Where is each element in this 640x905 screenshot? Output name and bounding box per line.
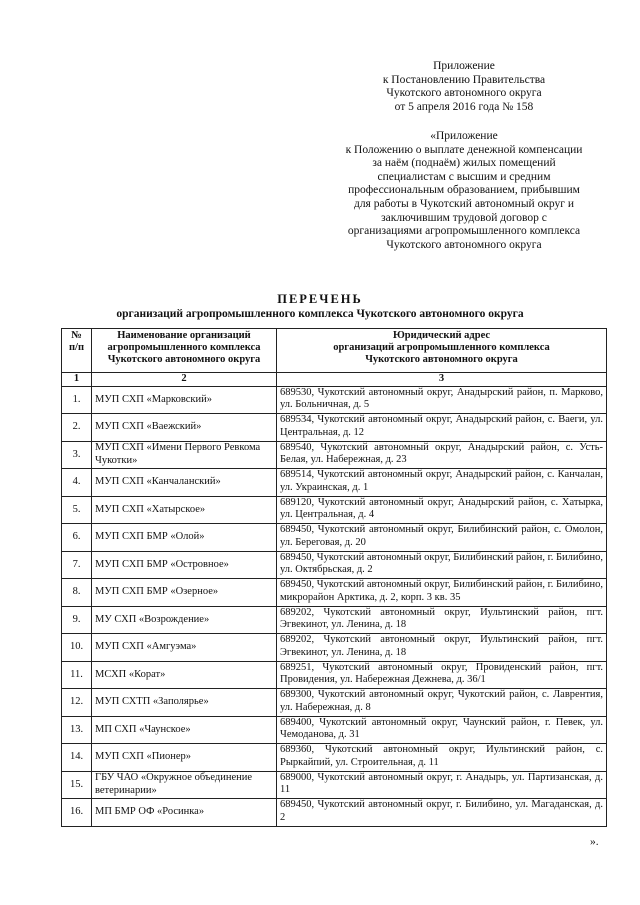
legal-address: 689360, Чукотский автономный округ, Иультинский район, с. Рыркайпий, ул. Строительная, д. 11 <box>277 744 607 772</box>
approval-line: Приложение <box>433 60 495 72</box>
table-row <box>62 689 607 717</box>
annex-line: к Положению о выплате денежной компенсации <box>345 143 583 156</box>
row-number: 1. <box>62 386 92 414</box>
legal-address: 689202, Чукотский автономный округ, Иультинский район, пгт. Эгвекинот, ул. Ленина, д. 18 <box>277 606 607 634</box>
annex-line: заключившим трудовой договор с <box>381 211 547 224</box>
annex-line: для работы в Чукотский автономный округ и <box>353 197 575 210</box>
row-number: 2. <box>62 414 92 442</box>
legal-address: 689540, Чукотский автономный округ, Анадырский район, с. Усть-Белая, ул. Набережная, д. 23 <box>277 441 607 469</box>
organization-name: МУП СХТП «Заполярье» <box>92 689 277 717</box>
table-row <box>62 799 607 827</box>
organization-name: МУП СХП БМР «Островное» <box>92 551 277 579</box>
header-text: Наименование организаций <box>117 330 251 341</box>
organization-name: МСХП «Корат» <box>92 661 277 689</box>
document-title: ПЕРЕЧЕНЬ <box>277 292 363 306</box>
table-row <box>62 716 607 744</box>
legal-address: 689450, Чукотский автономный округ, Билибинский район, г. Билибино, ул. Октябрьская, д. 2 <box>277 551 607 579</box>
column-index-row <box>62 373 607 387</box>
approval-line: Чукотского автономного округа <box>386 87 542 100</box>
organization-name: МУП СХП «Марковский» <box>92 386 277 414</box>
annex-line: профессиональным образованием, прибывшим <box>348 184 580 197</box>
approval-date-number: от 5 апреля 2016 года № 158 <box>394 100 534 113</box>
legal-address: 689400, Чукотский автономный округ, Чаунский район, г. Певек, ул. Чемоданова, д. 31 <box>277 716 607 744</box>
row-number: 12. <box>62 689 92 717</box>
table-row <box>62 414 607 442</box>
column-index: 1 <box>62 373 92 387</box>
table-row <box>62 524 607 552</box>
approval-line: к Постановлению Правительства <box>382 73 546 86</box>
approval-block <box>330 60 598 114</box>
row-number: 11. <box>62 661 92 689</box>
header-text: агропромышленного комплекса <box>107 342 261 354</box>
table-row <box>62 496 607 524</box>
table-row <box>62 386 607 414</box>
legal-address: 689530, Чукотский автономный округ, Анадырский район, п. Марково, ул. Больничная, д. 5 <box>277 386 607 414</box>
organization-name: МП БМР ОФ «Росинка» <box>92 799 277 827</box>
row-number: 14. <box>62 744 92 772</box>
organization-name: ГБУ ЧАО «Окружное объединение ветеринарии» <box>92 771 277 799</box>
row-number: 9. <box>62 606 92 634</box>
organization-name: МУП СХП «Хатырское» <box>92 496 277 524</box>
header-text: Чукотского автономного округа <box>107 354 261 366</box>
column-index: 3 <box>277 373 607 387</box>
header-text: Юридический адрес <box>392 330 491 341</box>
legal-address: 689300, Чукотский автономный округ, Чукотский район, с. Лаврентия, ул. Набережная, д. 8 <box>277 689 607 717</box>
table-body <box>62 386 607 826</box>
annex-block <box>330 130 598 252</box>
row-number: 13. <box>62 716 92 744</box>
legal-address: 689450, Чукотский автономный округ, г. Билибино, ул. Магаданская, д. 2 <box>277 799 607 827</box>
row-number: 16. <box>62 799 92 827</box>
legal-address: 689514, Чукотский автономный округ, Анадырский район, с. Канчалан, ул. Украинская, д. 1 <box>277 469 607 497</box>
organization-name: МП СХП «Чаунское» <box>92 716 277 744</box>
organization-name: МУП СХП «Ваежский» <box>92 414 277 442</box>
header-text: п/п <box>68 342 85 354</box>
organization-name: МУП СХП «Имени Первого Ревкома Чукотки» <box>92 441 277 469</box>
table-row <box>62 771 607 799</box>
row-number: 3. <box>62 441 92 469</box>
annex-line: Чукотского автономного округа <box>386 238 542 251</box>
row-number: 10. <box>62 634 92 662</box>
legal-address: 689534, Чукотский автономный округ, Анадырский район, с. Ваеги, ул. Центральная, д. 12 <box>277 414 607 442</box>
annex-line: специалистам с высшим и средним <box>377 170 551 183</box>
organization-name: МУП СХП «Амгуэма» <box>92 634 277 662</box>
legal-address: 689450, Чукотский автономный округ, Билибинский район, г. Билибино, микрорайон Арктика, д. 2, корп. 3 кв. 35 <box>277 579 607 607</box>
document-subtitle: организаций агропромышленного комплекса Чукотского автономного округа <box>116 308 524 320</box>
organization-name: МУП СХП БМР «Озерное» <box>92 579 277 607</box>
row-number: 7. <box>62 551 92 579</box>
table-row <box>62 661 607 689</box>
table-row <box>62 551 607 579</box>
annex-line: «Приложение <box>430 130 498 142</box>
header-address <box>277 329 607 373</box>
row-number: 8. <box>62 579 92 607</box>
row-number: 6. <box>62 524 92 552</box>
table-row <box>62 744 607 772</box>
table-row <box>62 469 607 497</box>
header-text: Чукотского автономного округа <box>365 354 518 366</box>
header-text: № <box>71 330 82 341</box>
table-header-row <box>62 329 607 373</box>
table-row <box>62 634 607 662</box>
row-number: 5. <box>62 496 92 524</box>
header-number <box>62 329 92 373</box>
header-text: организаций агропромышленного комплекса <box>333 342 550 354</box>
legal-address: 689450, Чукотский автономный округ, Билибинский район, с. Омолон, ул. Береговая, д. 20 <box>277 524 607 552</box>
annex-line: за наём (поднаём) жилых помещений <box>372 157 556 170</box>
title-block <box>0 292 640 321</box>
legal-address: 689000, Чукотский автономный округ, г. Анадырь, ул. Партизанская, д. 11 <box>277 771 607 799</box>
organizations-table <box>61 328 607 827</box>
organization-name: МУП СХП «Канчаланский» <box>92 469 277 497</box>
legal-address: 689202, Чукотский автономный округ, Иультинский район, пгт. Эгвекинот, ул. Ленина, д. 18 <box>277 634 607 662</box>
legal-address: 689251, Чукотский автономный округ, Провиденский район, пгт. Провидения, ул. Набережная Дежнева, д. 36/1 <box>277 661 607 689</box>
organization-name: МУП СХП БМР «Олой» <box>92 524 277 552</box>
table-row <box>62 606 607 634</box>
row-number: 4. <box>62 469 92 497</box>
organization-name: МУ СХП «Возрождение» <box>92 606 277 634</box>
legal-address: 689120, Чукотский автономный округ, Анадырский район, с. Хатырка, ул. Центральная, д. 4 <box>277 496 607 524</box>
table-row <box>62 441 607 469</box>
closing-quote: ». <box>590 836 599 848</box>
table-row <box>62 579 607 607</box>
row-number: 15. <box>62 771 92 799</box>
annex-line: организациями агропромышленного комплекса <box>347 225 581 238</box>
header-name <box>92 329 277 373</box>
organization-name: МУП СХП «Пионер» <box>92 744 277 772</box>
column-index: 2 <box>92 373 277 387</box>
